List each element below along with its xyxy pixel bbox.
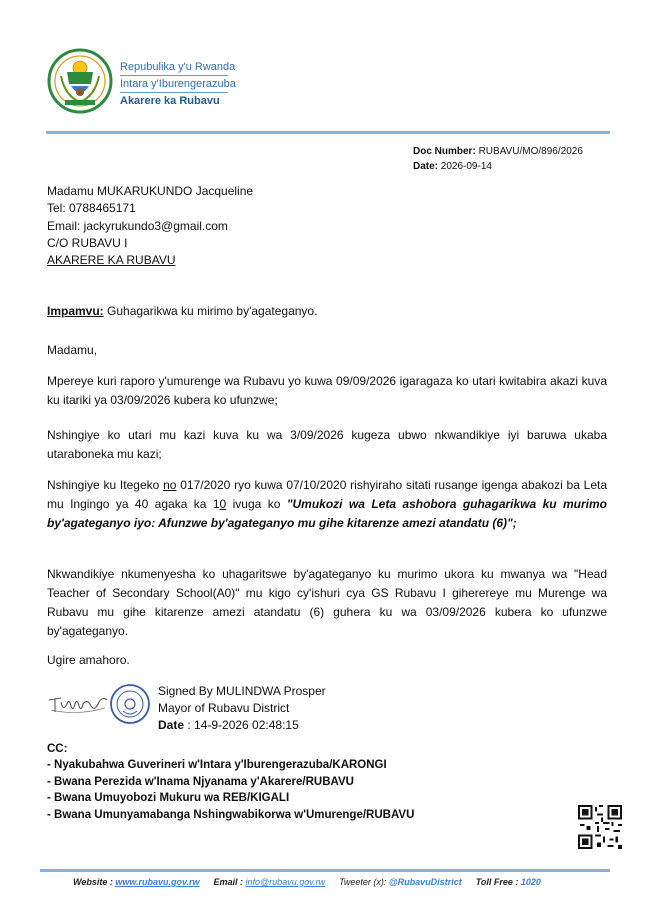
footer-twitter-handle[interactable]: @RubavuDistrict xyxy=(388,877,462,887)
subject-label: Impamvu: xyxy=(47,304,104,318)
footer-website-link[interactable]: www.rubavu.gov.rw xyxy=(115,877,200,887)
paragraph-3-text-c: ivuga ko xyxy=(226,497,287,511)
header-rule xyxy=(46,131,610,134)
cc-item: - Bwana Umuyobozi Mukuru wa REB/KIGALI xyxy=(47,792,290,805)
closing: Ugire amahoro. xyxy=(47,653,130,667)
paragraph-1: Mpereye kuri raporo y'umurenge wa Rubavu yo kuwa 09/09/2026 igaragaza ko utari kwitabira akazi kuva ku itariki ya 03/09/2026 kubera ko ufunzwe; xyxy=(47,374,607,407)
paragraph-3 xyxy=(47,476,607,533)
doc-number-label: Doc Number: xyxy=(413,146,476,157)
paragraph-3-no: no xyxy=(163,478,177,492)
qr-code-icon xyxy=(578,805,622,849)
paragraph-3-zero: 0 xyxy=(219,497,227,511)
signature-date-value: : 14-9-2026 02:48:15 xyxy=(184,718,299,732)
addressee-district: AKARERE KA RUBAVU xyxy=(47,253,176,268)
footer-twitter-label: Tweeter (x): xyxy=(339,877,389,887)
footer xyxy=(73,877,541,887)
signed-by: Signed By MULINDWA Prosper xyxy=(158,684,326,698)
doc-date-label: Date: xyxy=(413,161,439,172)
subject-text: Guhagarikwa ku mirimo by'agateganyo. xyxy=(103,304,318,318)
footer-tollfree-label: Toll Free : xyxy=(475,877,521,887)
paragraph-4: Nkwandikiye nkumenyesha ko uhagaritswe by'agateganyo ku murimo ukora ku mwanya wa "Head Teacher of Secondary School(A0)" mu kigo cy'ishuri cya GS Rubavu I giherereye mu Murenge wa Rubavu mu gihe kitarenze amezi atandatu (6) guhera ku wa 03/09/2026 kubera ko ufunzwe by'agateganyo. xyxy=(47,567,607,638)
doc-date xyxy=(413,159,583,174)
signer-title: Mayor of Rubavu District xyxy=(158,701,290,715)
addressee-care-of: C/O RUBAVU I xyxy=(47,235,128,250)
addressee-email: Email: jackyrukundo3@gmail.com xyxy=(47,218,228,233)
cc-item: - Bwana Umunyamabanga Nshingwabikorwa w'Umurenge/RUBAVU xyxy=(47,808,415,821)
addressee-tel: Tel: 0788465171 xyxy=(47,201,136,216)
footer-tollfree-number: 1020 xyxy=(520,877,541,887)
doc-number xyxy=(413,144,583,159)
subject-line xyxy=(47,302,607,321)
signature-date-label: Date xyxy=(158,718,185,732)
addressee-name: Madamu MUKARUKUNDO Jacqueline xyxy=(47,184,254,198)
paragraph-3-text-a: Nshingiye ku Itegeko xyxy=(47,478,164,492)
handwritten-signature xyxy=(47,688,109,718)
signature-date xyxy=(158,717,326,734)
signature-block xyxy=(158,683,326,734)
footer-email-label: Email : xyxy=(213,877,246,887)
footer-website-label: Website : xyxy=(73,877,116,887)
letterhead-divider xyxy=(120,75,228,76)
letterhead xyxy=(120,60,236,108)
district-stamp-icon xyxy=(109,683,151,725)
paragraph-2: Nshingiye ko utari mu kazi kuva ku wa 3/09/2026 kugeza ubwo nkwandikiye iyi baruwa ukaba utaraboneka mu kazi; xyxy=(47,428,607,461)
doc-date-value: 2026-09-14 xyxy=(438,161,492,172)
rwanda-coat-of-arms-seal xyxy=(47,48,113,114)
doc-number-value: RUBAVU/MO/896/2026 xyxy=(475,146,583,157)
letterhead-district: Akarere ka Rubavu xyxy=(120,95,220,107)
paragraph-3-quote: "Umukozi wa Leta ashobora guhagarikwa ku murimo by'agateganyo iyo: Afunzwe by'agateganyo mu gihe kitarenze amezi atandatu (6)"; xyxy=(47,497,607,530)
footer-email-link[interactable]: info@rubavu.gov.rw xyxy=(245,877,326,887)
letterhead-divider xyxy=(120,92,228,93)
document-meta xyxy=(413,144,583,174)
cc-item: - Bwana Perezida w'Inama Njyanama y'Akarere/RUBAVU xyxy=(47,775,354,788)
cc-list xyxy=(47,741,414,823)
cc-label: CC: xyxy=(47,743,68,755)
addressee-block xyxy=(47,183,253,269)
footer-rule xyxy=(40,869,610,872)
cc-item: - Nyakubahwa Guverineri w'Intara y'Iburengerazuba/KARONGI xyxy=(47,759,387,772)
letterhead-country: Repubulika y'u Rwanda xyxy=(120,61,236,73)
letterhead-province: Intara y'Iburengerazuba xyxy=(120,78,236,90)
salutation: Madamu, xyxy=(47,343,98,357)
paragraph-3-text-b: 017/2020 ryo kuwa 07/10/2020 rishyiraho sitati rusange igenga abakozi ba Leta mu Ingingo ya 40 agaka ka 1 xyxy=(47,478,608,511)
